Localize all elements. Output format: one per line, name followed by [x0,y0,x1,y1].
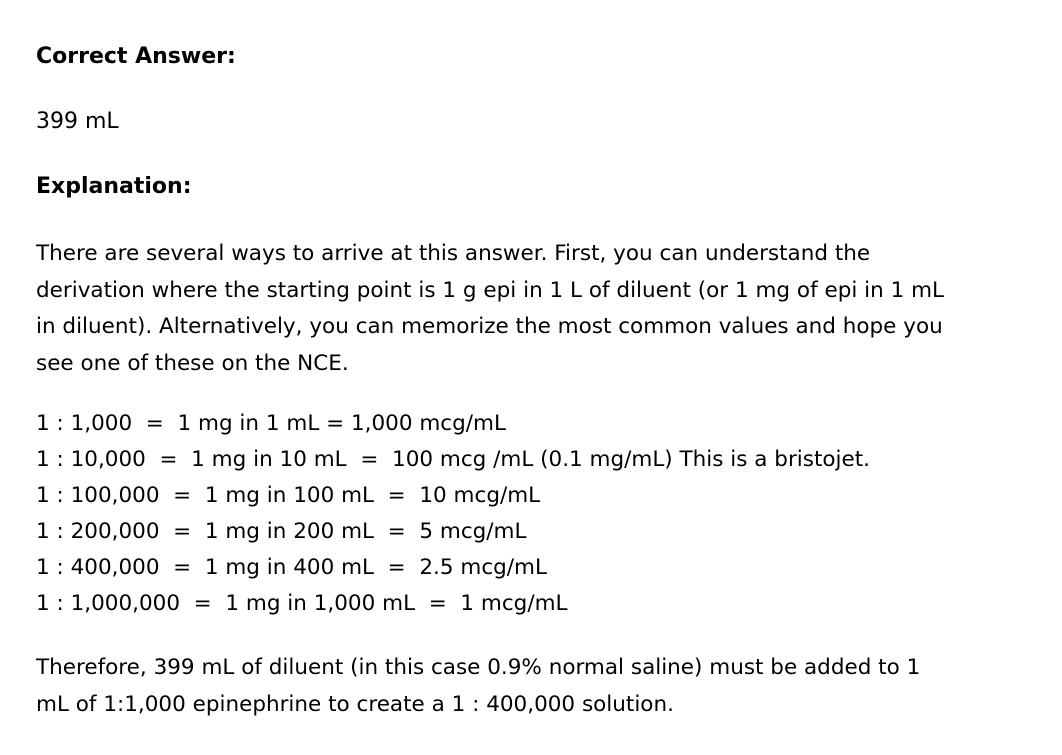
dilution-ratio-item: 1 : 400,000 = 1 mg in 400 mL = 2.5 mcg/mL [36,555,547,580]
conclusion-paragraph [36,650,1062,723]
correct-answer-heading: Correct Answer: [36,44,236,69]
dilution-ratio-item: 1 : 100,000 = 1 mg in 100 mL = 10 mcg/mL [36,483,541,508]
explanation-paragraph [36,236,1062,382]
conclusion-line: Therefore, 399 mL of diluent (in this case 0.9% normal saline) must be added to 1 [36,655,921,680]
explanation-line: in diluent). Alternatively, you can memorize the most common values and hope you [36,314,943,339]
explanation-line: derivation where the starting point is 1 g epi in 1 L of diluent (or 1 mg of epi in 1 mL [36,277,945,303]
answer-explanation-panel [36,42,1062,723]
dilution-ratio-item: 1 : 10,000 = 1 mg in 10 mL = 100 mcg /mL (0.1 mg/mL) This is a bristojet. [36,447,871,472]
conclusion-line: mL of 1:1,000 epinephrine to create a 1 : 400,000 solution. [36,691,674,717]
correct-answer-value: 399 mL [36,109,119,134]
dilution-ratio-item: 1 : 1,000,000 = 1 mg in 1,000 mL = 1 mcg/mL [36,591,568,616]
explanation-heading: Explanation: [36,174,192,199]
explanation-line: There are several ways to arrive at this answer. First, you can understand the [36,241,871,266]
explanation-line: see one of these on the NCE. [36,350,349,376]
dilution-ratio-item: 1 : 1,000 = 1 mg in 1 mL = 1,000 mcg/mL [36,411,506,436]
dilution-ratio-list [36,406,1062,622]
dilution-ratio-item: 1 : 200,000 = 1 mg in 200 mL = 5 mcg/mL [36,519,527,544]
